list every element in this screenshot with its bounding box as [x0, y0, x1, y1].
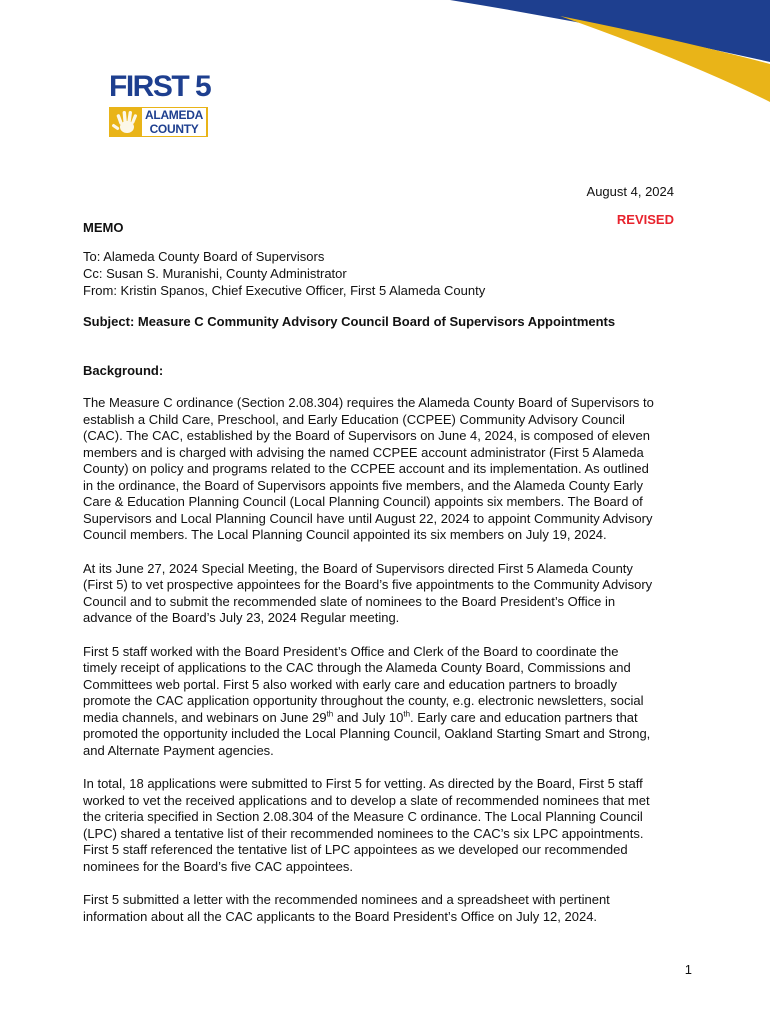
text-line: members and is charged with advising the named CCPEE account administrator (First 5 Alameda [83, 444, 644, 460]
text-line: (CAC). The CAC, established by the Board of Supervisors on June 4, 2024, is composed of eleven [83, 428, 651, 443]
logo-county-badge [109, 107, 208, 137]
text-line: (First 5) to vet prospective appointees for the Board’s five appointments to the Community Advisory [83, 577, 653, 592]
text-line: County) on policy and programs related to the CCPEE account and its implementation. As outlined [83, 461, 649, 476]
text-line: In total, 18 applications were submitted to First 5 for vetting. As directed by the Board, First 5 staff [83, 776, 643, 791]
text-line-with-dates [83, 710, 695, 727]
logo-line-alameda: ALAMEDA [142, 108, 206, 122]
text-line: The Measure C ordinance (Section 2.08.304) requires the Alameda County Board of Supervisors to [83, 395, 654, 410]
text-line: Supervisors and Local Planning Council have until August 22, 2024 to appoint Community Advisory [83, 510, 653, 526]
text-line: Council and to submit the recommended slate of nominees to the Board President’s Office in [83, 593, 616, 609]
text-line: in the ordinance, the Board of Supervisors appoints five members, and the Alameda County Early [83, 477, 644, 493]
text-line: promote the CAC application opportunity throughout the county, e.g. electronic newsletters, social [83, 693, 644, 708]
hand-icon [111, 108, 141, 136]
paragraph-submission [83, 892, 695, 925]
first5-logo [109, 70, 209, 138]
logo-line-county: COUNTY [142, 122, 206, 136]
memo-recipients [83, 248, 485, 299]
page-number: 1 [684, 962, 692, 977]
ordinal-suffix: th [403, 709, 411, 719]
to-line: To: Alameda County Board of Supervisors [83, 249, 325, 264]
text-line: advance of the Board’s July 23, 2024 Regular meeting. [83, 610, 400, 625]
paragraph-special-meeting [83, 561, 695, 627]
memo-label: MEMO [83, 220, 124, 235]
paragraph-outreach [83, 644, 695, 760]
text-run: and July 10 [333, 709, 404, 725]
text-line: establish a Child Care, Preschool, and Early Education (CCPEE) Community Advisory Council [83, 411, 625, 427]
paragraph-ordinance [83, 395, 695, 544]
text-line: First 5 staff referenced the tentative list of LPC appointees as we developed our recommended [83, 842, 628, 857]
text-line: (LPC) shared a tentative list of their recommended nominees to the CAC’s six LPC appointments. [83, 825, 644, 841]
text-line: First 5 submitted a letter with the recommended nominees and a spreadsheet with pertinent [83, 892, 610, 907]
text-line: information about all the CAC applicants to the Board President’s Office on July 12, 2024. [83, 908, 598, 924]
cc-line: Cc: Susan S. Muranishi, County Administrator [83, 266, 347, 281]
text-line: worked to vet the received applications and to develop a slate of recommended nominees that met [83, 792, 650, 808]
revised-label: REVISED [616, 212, 674, 227]
text-line: Care & Education Planning Council (Local Planning Council) appoints six members. The Board of [83, 494, 643, 509]
memo-date: August 4, 2024 [586, 184, 674, 199]
text-run: . Early care and education partners that [410, 709, 638, 725]
background-heading: Background: [83, 363, 164, 378]
logo-wordmark: FIRST 5 [109, 70, 211, 103]
memo-body [83, 395, 695, 942]
text-line: nominees for the Board’s five CAC appointees. [83, 858, 354, 874]
subject-line: Subject: Measure C Community Advisory Council Board of Supervisors Appointments [83, 314, 616, 329]
from-line: From: Kristin Spanos, Chief Executive Officer, First 5 Alameda County [83, 283, 486, 298]
text-line: At its June 27, 2024 Special Meeting, the Board of Supervisors directed First 5 Alameda County [83, 560, 633, 576]
text-run: media channels, and webinars on June 29 [83, 709, 327, 725]
text-line: First 5 staff worked with the Board President’s Office and Clerk of the Board to coordinate the [83, 643, 619, 659]
text-line: Council members. The Local Planning Council appointed its six members on July 19, 2024. [83, 527, 607, 542]
paragraph-vetting [83, 776, 695, 875]
text-line: Committees web portal. First 5 also worked with early care and education partners to broadly [83, 676, 617, 692]
text-line: and Alternate Payment agencies. [83, 742, 274, 758]
ordinal-suffix: th [326, 709, 334, 719]
text-line: promoted the opportunity included the Local Planning Council, Oakland Starting Smart and Strong, [83, 726, 651, 741]
text-line: the criteria specified in Section 2.08.304 of the Measure C ordinance. The Local Planning Council [83, 809, 643, 824]
text-line: timely receipt of applications to the CAC through the Alameda County Board, Commissions and [83, 660, 631, 675]
